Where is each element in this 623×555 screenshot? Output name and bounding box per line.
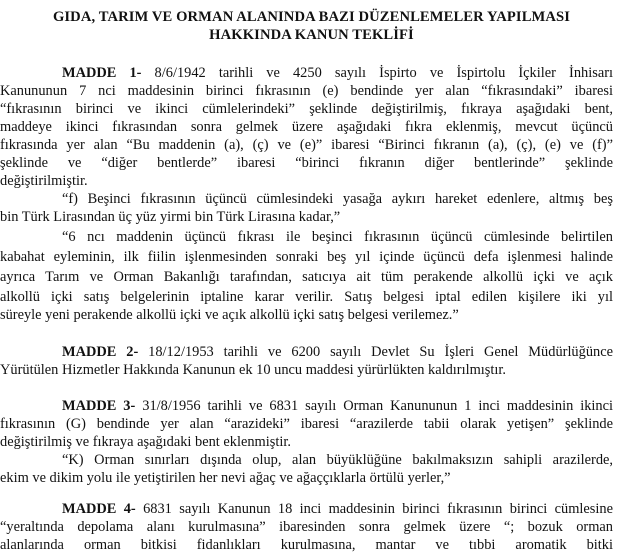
- madde-1-line-2: Kanununun 7 nci maddesinin birinci fıkrasının (e) bendinde yer alan “fıkrasındaki” ibaresi: [0, 83, 613, 99]
- madde-3-line-2: fıkrasının (G) bendinde yer alan “arazideki” ibaresi “arazilerde tabii olarak yetişen” şeklinde: [0, 416, 613, 432]
- madde-1-quote-2-line-1: “6 ncı maddenin üçüncü fıkrası ile beşinci fıkrasının üçüncü cümlesinde belirtilen: [62, 229, 613, 245]
- madde-1-line-1: MADDE 1- 8/6/1942 tarihli ve 4250 sayılı İspirto ve İspirtolu İçkiler İnhisarı: [62, 65, 613, 81]
- madde-1-quote-1-line-2: bin Türk Lirasından üç yüz yirmi bin Türk Lirasına kadar,”: [0, 209, 341, 225]
- madde-1-line-7: değiştirilmiştir.: [0, 173, 88, 189]
- madde-3-line-1: MADDE 3- 31/8/1956 tarihli ve 6831 sayılı Orman Kanununun 1 inci maddesinin ikinci: [62, 398, 613, 414]
- madde-2-line-2: Yürütülen Hizmetler Hakkında Kanunun ek 10 uncu maddesi yürürlükten kaldırılmıştır.: [0, 362, 506, 378]
- madde-4-label: MADDE 4-: [62, 501, 136, 517]
- madde-1-quote-2-line-5: süreyle yeni perakende alkollü içki ve açık alkollü içki satış belgesi verilemez.”: [0, 307, 459, 323]
- madde-2-line-1: MADDE 2- 18/12/1953 tarihli ve 6200 sayılı Devlet Su İşleri Genel Müdürlüğünce: [62, 344, 613, 360]
- madde-2-label: MADDE 2-: [62, 344, 139, 360]
- madde-3-line-3: değiştirilmiş ve fıkraya aşağıdaki bent eklenmiştir.: [0, 434, 291, 450]
- madde-1-quote-2-line-4: alkollü içki satış belgelerinin iptaline karar verilir. Satış belgesi iptal edilen kişilere iki yıl: [0, 289, 613, 305]
- madde-1-line-4: maddeye ikinci fıkrasından sonra gelmek üzere aşağıdaki fıkra eklenmiş, mevcut üçüncü: [0, 119, 613, 135]
- madde-1-quote-1-line-1: “f) Beşinci fıkrasının üçüncü cümlesindeki yasağa aykırı hareket edenlere, altmış beş: [62, 191, 613, 207]
- madde-1-quote-2-line-3: ayrıca Tarım ve Orman Bakanlığı tarafından, satıcıya ait tüm perakende alkollü içki ve açık: [0, 269, 613, 285]
- madde-3-quote-line-2: ekim ve dikim yolu ile yetiştirilen her nevi ağaç ve ağaççıklarla örtülü yerler,”: [0, 470, 451, 486]
- madde-1-line-6: şeklinde ve “diğer bentlerde” ibaresi “birinci fıkranın diğer bentlerinde” şeklinde: [0, 155, 613, 171]
- madde-3-quote-line-1: “K) Orman sınırları dışında olup, alan büyüklüğüne bakılmaksızın sahipli arazilerde,: [62, 452, 613, 468]
- madde-3-label: MADDE 3-: [62, 398, 136, 414]
- madde-4-line-3: alanlarında orman bitkisi fidanlıkları kurulmasına, mantar ve tıbbi aromatik bitki: [0, 537, 613, 553]
- madde-4-line-1: MADDE 4- 6831 sayılı Kanunun 18 inci maddesinin birinci fıkrasının birinci cümlesine: [62, 501, 613, 517]
- madde-1-line-3: “fıkrasının birinci ve ikinci cümlelerindeki” şeklinde değiştirilmiş, fıkraya aşağıdaki bent,: [0, 101, 613, 117]
- madde-4-line-2: “yeraltında depolama alanı kurulmasına” ibaresinden sonra gelmek üzere “; bozuk orman: [0, 519, 613, 535]
- document-title-line-2: HAKKINDA KANUN TEKLİFİ: [209, 27, 414, 43]
- document-title-line-1: GIDA, TARIM VE ORMAN ALANINDA BAZI DÜZENLEMELER YAPILMASI: [52, 9, 571, 25]
- madde-1-quote-2-line-2: kabahat eyleminin, ilk fiilin işlenmesinden sonraki beş yıl içinde üçüncü defa işlenmesi halinde: [0, 249, 613, 265]
- madde-1-label: MADDE 1-: [62, 65, 142, 81]
- madde-1-line-5: fıkrasında yer alan “Bu maddenin (a), (ç) ve (e)” ibaresi “Birinci fıkranın (a), (ç), (e) ve (f)”: [0, 137, 613, 153]
